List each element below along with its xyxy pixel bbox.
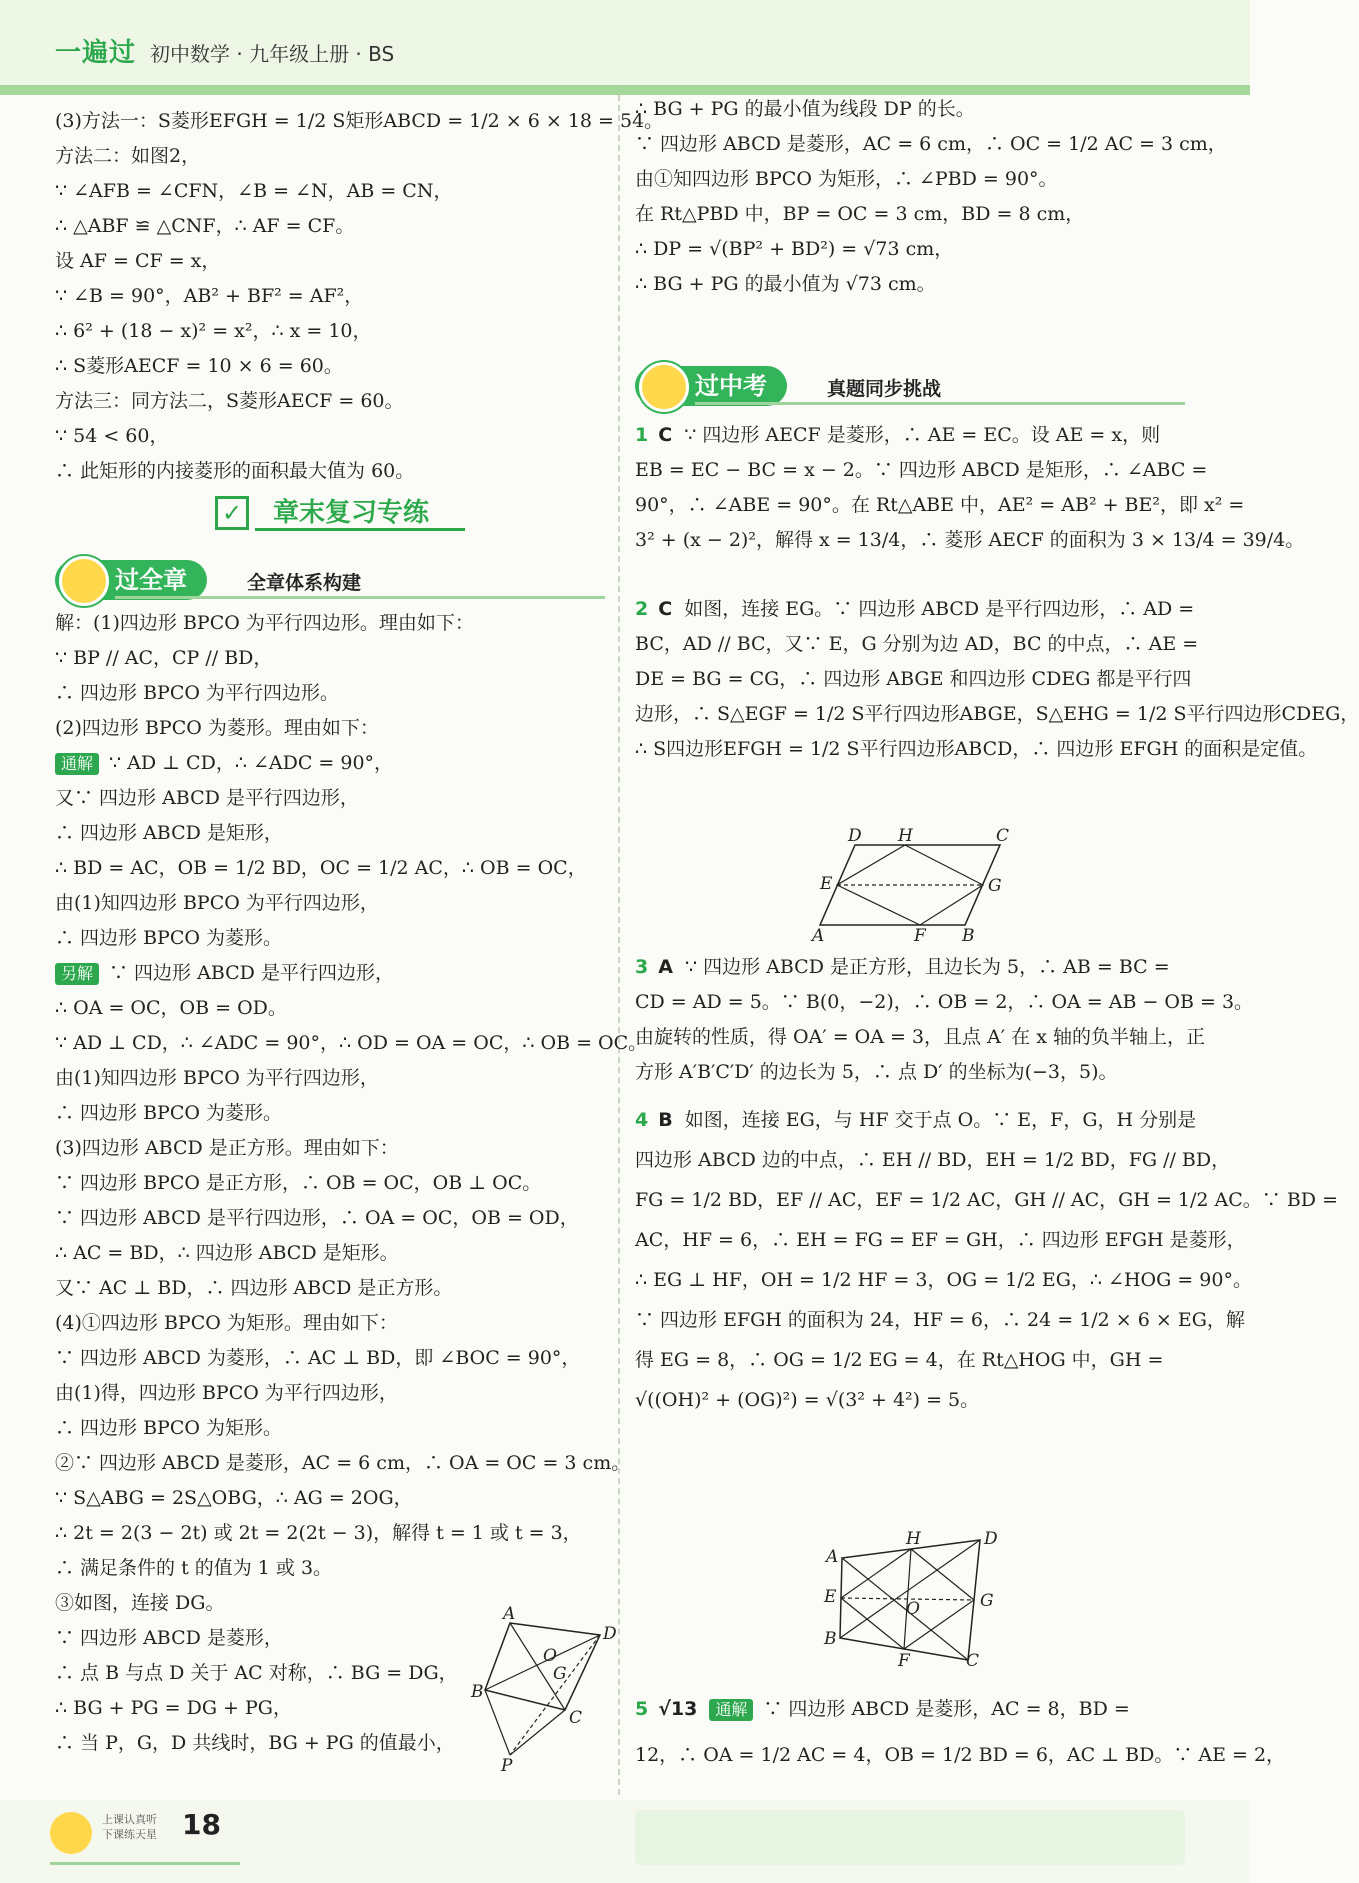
left-solution-top [55, 104, 664, 489]
answer-letter: C [658, 598, 673, 620]
text-line: ∴ 四边形 BPCO 为菱形。 [55, 927, 282, 949]
chapter-title: 章末复习专练 [273, 498, 430, 528]
text-line: AC，HF = 6，∴ EH = FG = EF = GH，∴ 四边形 EFGH 是菱形， [635, 1229, 1246, 1251]
figure-label: A [812, 926, 825, 946]
text-line: 方法三：同方法二，S菱形AECF = 60。 [55, 390, 404, 412]
text-line: 边形，∴ S△EGF = 1/2 S平行四边形ABGE，S△EHG = 1/2 S平行四边形CDEG， [635, 703, 1359, 725]
text-line: √((OH)² + (OG)²) = √(3² + 4²) = 5。 [635, 1389, 980, 1411]
text-line: 得 EG = 8，∴ OG = 1/2 EG = 4，在 Rt△HOG 中，GH = [635, 1349, 1164, 1371]
figure-label: C [966, 1651, 980, 1671]
text-line: ∴ AC = BD，∴ 四边形 ABCD 是矩形。 [55, 1242, 399, 1264]
text-line: 解：(1)四边形 BPCO 为平行四边形。理由如下： [55, 612, 474, 634]
text-line: CD = AD = 5。∵ B(0，−2)，∴ OB = 2，∴ OA = AB − OB = 3。 [635, 991, 1254, 1013]
text-line: 又∵ 四边形 ABCD 是平行四边形， [55, 787, 359, 809]
figure-label: P [501, 1756, 513, 1776]
question-number: 5 [635, 1698, 649, 1720]
section-underline [695, 402, 1185, 405]
method-tag: 通解 [709, 1699, 753, 1721]
figure-label: E [824, 1587, 837, 1607]
text-line: ∵ S△ABG = 2S△OBG，∴ AG = 2OG， [55, 1487, 413, 1509]
subject-title: 初中数学 · 九年级上册 · BS [150, 42, 395, 66]
text-line: (3)方法一：S菱形EFGH = 1/2 S矩形ABCD = 1/2 × 6 × 18 = 54。 [55, 110, 664, 132]
section-pill: 过全章 [55, 560, 207, 600]
section-subtitle: 全章体系构建 [247, 572, 362, 594]
text-line: ∵ ∠AFB = ∠CFN，∠B = ∠N，AB = CN， [55, 180, 453, 202]
text-line: 通解 ∵ AD ⊥ CD，∴ ∠ADC = 90°， [55, 746, 605, 781]
text-line: ∵ 四边形 EFGH 的面积为 24，HF = 6，∴ 24 = 1/2 × 6 × EG，解 [635, 1309, 1245, 1331]
question-number: 1 [635, 424, 649, 446]
answer-letter: A [658, 956, 673, 978]
figure-label: F [898, 1651, 910, 1671]
mascot-icon [50, 1812, 92, 1854]
text-line: ∴ 四边形 BPCO 为平行四边形。 [55, 682, 339, 704]
method-tag: 另解 [55, 963, 99, 985]
figure-label: A [503, 1604, 516, 1624]
figure-label: C [569, 1708, 583, 1728]
chapter-underline [255, 528, 465, 531]
mascot-icon [59, 556, 109, 606]
text-line: ③如图，连接 DG。 [55, 1592, 225, 1614]
figure-label: O [906, 1599, 920, 1619]
answer-value: √13 [658, 1698, 698, 1720]
question-1: 1 C ∵ 四边形 AECF 是菱形，∴ AE = EC。设 AE = x，则 EB = EC − BC = x − 2。∵ 四边形 ABCD 是矩形，∴ ∠ABC = 90°，∴ ∠ABE = 90°。在 Rt△ABE 中，AE² = AB² + BE²，即 x² = 3² + (x − 2)²，解得 x = 13/4，∴ 菱形 AECF 的面积为 3 × 13/4 = 39/4。 [635, 418, 1195, 558]
footer-rule [50, 1862, 240, 1865]
text-line: ∴ BG + PG = DG + PG， [55, 1697, 292, 1719]
text-line: 另解 ∵ 四边形 ABCD 是平行四边形， [55, 956, 605, 991]
text-line: ∴ 2t = 2(3 − 2t) 或 2t = 2(2t − 3)，解得 t = 1 或 t = 3， [55, 1522, 582, 1544]
figure-label: D [848, 826, 862, 846]
column-divider [618, 95, 620, 1795]
text-line: ∴ 四边形 BPCO 为菱形。 [55, 1102, 282, 1124]
text-line: ∴ 此矩形的内接菱形的面积最大值为 60。 [55, 460, 415, 482]
section-subtitle: 真题同步挑战 [827, 378, 942, 400]
section-header-chapter [55, 560, 605, 600]
text-line: ∴ 点 B 与点 D 关于 AC 对称，∴ BG = DG， [55, 1662, 458, 1684]
text-line: ∴ 四边形 ABCD 是矩形， [55, 822, 283, 844]
text-line: 设 AF = CF = x， [55, 250, 221, 272]
text-line: ∵ ∠B = 90°，AB² + BF² = AF²， [55, 285, 364, 307]
text-line: ∴ △ABF ≌ △CNF，∴ AF = CF。 [55, 215, 355, 237]
text-line: ∴ 6² + (18 − x)² = x²，∴ x = 10， [55, 320, 372, 342]
question-2: 2 C 如图，连接 EG。∵ 四边形 ABCD 是平行四边形，∴ AD = BC，AD // BC，又∵ E，G 分别为边 AD，BC 的中点，∴ AE = DE = BG = CG，∴ 四边形 ABGE 和四边形 CDEG 都是平行四 边形，∴ S△EGF = 1/2 S平行四边形ABGE，S△EHG = 1/2 S平行四边形CDEG， ∴ S四边形EFGH = 1/2 S平行四边形ABCD，∴ 四边形 EFGH 的面积是定值。 [635, 592, 1195, 767]
section-pill: 过中考 [635, 366, 787, 406]
section-underline [115, 596, 605, 599]
text-line: ∵ 四边形 ABCD 为菱形，∴ AC ⊥ BD，即 ∠BOC = 90°， [55, 1347, 581, 1369]
text-line: 由(1)知四边形 BPCO 为平行四边形， [55, 892, 379, 914]
text-line: (2)四边形 BPCO 为菱形。理由如下： [55, 717, 379, 739]
text-line: (3)四边形 ABCD 是正方形。理由如下： [55, 1137, 399, 1159]
figure-label: D [603, 1624, 617, 1644]
figure-label: B [824, 1629, 837, 1649]
mascot-icon [639, 362, 689, 412]
text-line: ∵ 四边形 ABCD 是平行四边形，∴ OA = OC，OB = OD， [55, 1207, 579, 1229]
text-line: ∵ 四边形 ABCD 是菱形，AC = 6 cm，∴ OC = 1/2 AC = 3 cm， [635, 133, 1227, 155]
footer-band [635, 1810, 1185, 1865]
text-line: 90°，∴ ∠ABE = 90°。在 Rt△ABE 中，AE² = AB² + BE²，即 x² = [635, 494, 1245, 516]
text-line: ∴ 当 P，G，D 共线时，BG + PG 的值最小， [55, 1732, 455, 1754]
question-4: 4 B 如图，连接 EG，与 HF 交于点 O。∵ E，F，G，H 分别是 四边形 ABCD 边的中点，∴ EH // BD，EH = 1/2 BD，FG // BD， FG = 1/2 BD，EF // AC，EF = 1/2 AC，GH // AC，GH = 1/2 AC。∵ BD = AC，HF = 6，∴ EH = FG = EF = GH，∴ 四边形 EFGH 是菱形， ∴ EG ⊥ HF，OH = 1/2 HF = 3，OG = 1/2 EG，∴ ∠HOG = 90°。 ∵ 四边形 EFGH 的面积为 24，HF = 6，∴ 24 = 1/2 × 6 × EG，解 得 EG = 8，∴ OG = 1/2 EG = 4，在 Rt△HOG 中，GH = √((OH)² + (OG)²) = √(3² + 4²) = 5。 [635, 1100, 1195, 1420]
text-line: ∵ BP // AC，CP // BD， [55, 647, 273, 669]
text-line: 由①知四边形 BPCO 为矩形，∴ ∠PBD = 90°。 [635, 168, 1058, 190]
question-number: 3 [635, 956, 649, 978]
text-line: ∴ 满足条件的 t 的值为 1 或 3。 [55, 1557, 333, 1579]
text-line: ∴ DP = √(BP² + BD²) = √73 cm， [635, 238, 954, 260]
text-line: 由旋转的性质，得 OA′ = OA = 3，且点 A′ 在 x 轴的负半轴上，正 [635, 1026, 1205, 1048]
text-line: (4)①四边形 BPCO 为矩形。理由如下： [55, 1312, 398, 1334]
left-solution-bottom [55, 606, 648, 1761]
figure-label: H [906, 1529, 921, 1549]
text-line: 12，∴ OA = 1/2 AC = 4，OB = 1/2 BD = 6，AC ⊥ BD。∵ AE = 2， [635, 1744, 1286, 1766]
text-line: ∴ BG + PG 的最小值为线段 DP 的长。 [635, 98, 975, 120]
text-line: 在 Rt△PBD 中，BP = OC = 3 cm，BD = 8 cm， [635, 203, 1085, 225]
figure-label: A [826, 1547, 839, 1567]
quadrilateral-figure [820, 1530, 1010, 1670]
text-line: ∵ AD ⊥ CD，∴ ∠ADC = 90°，∴ OD = OA = OC，∴ OB = OC。 [55, 1032, 648, 1054]
method-tag: 通解 [55, 753, 99, 775]
figure-label: G [980, 1591, 994, 1611]
text-line: ∵ 四边形 ABCD 是菱形， [55, 1627, 283, 1649]
brand-logo: 一遍过 [55, 38, 137, 68]
chapter-review-heading [215, 492, 455, 534]
question-number: 4 [635, 1109, 649, 1131]
figure-label: E [820, 874, 833, 894]
rhombus-figure-left [465, 1605, 615, 1775]
text-line: 由(1)得，四边形 BPCO 为平行四边形， [55, 1382, 398, 1404]
question-3: 3 A ∵ 四边形 ABCD 是正方形，且边长为 5，∴ AB = BC = CD = AD = 5。∵ B(0，−2)，∴ OB = 2，∴ OA = AB − OB = 3。 由旋转的性质，得 OA′ = OA = 3，且点 A′ 在 x 轴的负半轴上，正 方形 A′B′C′D′ 的边长为 5，∴ 点 D′ 的坐标为(−3，5)。 [635, 950, 1195, 1090]
text-line: 方法二：如图2， [55, 145, 201, 167]
right-solution-top [635, 92, 1227, 302]
text-line: ∴ BG + PG 的最小值为 √73 cm。 [635, 273, 936, 295]
text-line: ∴ OA = OC，OB = OD。 [55, 997, 287, 1019]
text-line: 四边形 ABCD 边的中点，∴ EH // BD，EH = 1/2 BD，FG // BD， [635, 1149, 1231, 1171]
text-line: BC，AD // BC，又∵ E，G 分别为边 AD，BC 的中点，∴ AE = [635, 633, 1199, 655]
text-line: FG = 1/2 BD，EF // AC，EF = 1/2 AC，GH // AC，GH = 1/2 AC。∵ BD = [635, 1189, 1339, 1211]
figure-label: D [984, 1529, 998, 1549]
text-line: ∵ 四边形 BPCO 是正方形，∴ OB = OC，OB ⊥ OC。 [55, 1172, 542, 1194]
question-number: 2 [635, 598, 649, 620]
figure-label: G [988, 876, 1002, 896]
text-line: 方形 A′B′C′D′ 的边长为 5，∴ 点 D′ 的坐标为(−3，5)。 [635, 1061, 1118, 1083]
figure-label: O [543, 1646, 557, 1666]
text-line: ∴ BD = AC，OB = 1/2 BD，OC = 1/2 AC，∴ OB = OC， [55, 857, 587, 879]
text-line: ∴ S菱形AECF = 10 × 6 = 60。 [55, 355, 343, 377]
question-5: 5 √13 通解 ∵ 四边形 ABCD 是菱形，AC = 8，BD = 12，∴ OA = 1/2 AC = 4，OB = 1/2 BD = 6，AC ⊥ BD。∵ AE = 2， [635, 1686, 1195, 1778]
parallelogram-figure [810, 825, 1020, 945]
figure-label: G [553, 1664, 567, 1684]
section-header-exam [635, 366, 1190, 406]
figure-label: C [996, 826, 1010, 846]
figure-label: F [914, 926, 926, 946]
text-line: ∴ 四边形 BPCO 为矩形。 [55, 1417, 282, 1439]
answer-letter: C [658, 424, 673, 446]
footer-slogan: 上课认真听 下课练天星 [102, 1813, 157, 1841]
figure-label: B [471, 1682, 484, 1702]
page-number: 18 [182, 1808, 221, 1841]
text-line: EB = EC − BC = x − 2。∵ 四边形 ABCD 是矩形，∴ ∠ABC = [635, 459, 1208, 481]
text-line: 由(1)知四边形 BPCO 为平行四边形， [55, 1067, 379, 1089]
text-line: ②∵ 四边形 ABCD 是菱形，AC = 6 cm，∴ OA = OC = 3 cm。 [55, 1452, 631, 1474]
text-line: DE = BG = CG，∴ 四边形 ABGE 和四边形 CDEG 都是平行四 [635, 668, 1192, 690]
text-line: 又∵ AC ⊥ BD，∴ 四边形 ABCD 是正方形。 [55, 1277, 453, 1299]
figure-label: B [962, 926, 975, 946]
text-line: 3² + (x − 2)²，解得 x = 13/4，∴ 菱形 AECF 的面积为 3 × 13/4 = 39/4。 [635, 529, 1305, 551]
figure-label: H [898, 826, 913, 846]
answer-letter: B [658, 1109, 673, 1131]
checkmark-icon: ✓ [215, 496, 249, 530]
text-line: ∵ 54 < 60， [55, 425, 169, 447]
text-line: ∴ S四边形EFGH = 1/2 S平行四边形ABCD，∴ 四边形 EFGH 的面积是定值。 [635, 738, 1318, 760]
text-line: ∴ EG ⊥ HF，OH = 1/2 HF = 3，OG = 1/2 EG，∴ ∠HOG = 90°。 [635, 1269, 1252, 1291]
